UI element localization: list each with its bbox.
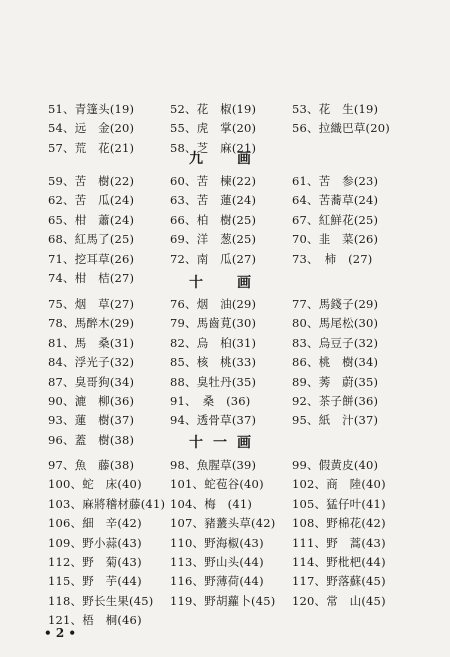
section-heading: 十一画 [189,435,261,451]
index-entry: 83、烏豆子(32) [292,335,379,350]
index-row [0,100,450,119]
index-entry: 118、野长生果(45) [48,593,154,608]
index-entry: 51、青篷头(19) [48,102,135,116]
index-row [0,592,450,611]
index-entry: 100、蛇 床(40) [48,477,142,492]
index-row [0,353,450,372]
index-entry: 119、野胡蘿卜(45) [170,593,276,608]
index-row [0,495,450,514]
index-entry: 92、茶子餅(36) [292,394,379,408]
index-entry: 89、莠 蔚(35) [292,374,379,389]
index-entry: 68、紅馬了(25) [48,232,135,247]
index-entry: 104、梅 (41) [170,496,253,511]
index-entry: 113、野山头(44) [170,555,264,569]
index-entry: 86、桃 樹(34) [292,355,379,370]
index-entry: 108、野棉花(42) [292,516,386,531]
index-entry: 78、馬醉木(29) [48,316,135,331]
index-entry: 101、蛇苞谷(40) [170,477,264,492]
index-entry: 57、荒 花(21) [48,140,135,155]
index-entry: 75、烟 草(27) [48,297,135,311]
index-entry: 117、野落蘇(45) [292,574,386,589]
index-row [0,373,450,392]
index-entry: 52、花 椒(19) [170,102,257,116]
index-entry: 103、麻將稽材藤(41) [48,496,166,511]
index-row [0,392,450,411]
index-entry: 61、苦 参(23) [292,174,379,188]
index-entry: 58、芝 麻(21) [170,140,257,155]
page-number: • 2 • [44,626,77,640]
index-entry: 112、野 菊(43) [48,555,142,569]
index-entry: 60、苦 楝(22) [170,174,257,188]
index-entry: 55、虎 掌(20) [170,121,257,136]
index-row [0,572,450,591]
section-heading: 九 画 [189,151,261,167]
index-entry: 66、柏 樹(25) [170,212,257,227]
index-row [0,411,450,430]
index-entry: 110、野海椒(43) [170,535,264,550]
index-entry: 53、花 生(19) [292,102,379,116]
index-entry: 88、臭牡丹(35) [170,374,257,389]
section-heading: 十 画 [189,275,261,291]
index-entry: 107、豬䕺头草(42) [170,516,276,531]
index-entry: 106、細 辛(42) [48,516,142,531]
index-row [0,230,450,249]
index-entry: 72、南 瓜(27) [170,251,257,266]
index-entry: 96、蓋 樹(38) [48,432,135,447]
index-entry: 63、苦 蓮(24) [170,193,257,208]
index-row [0,553,450,572]
index-entry: 79、馬齒莧(30) [170,316,257,331]
index-entry: 109、野小蒜(43) [48,535,142,550]
index-entry: 59、苦 樹(22) [48,174,135,188]
index-entry: 90、漉 柳(36) [48,394,135,408]
index-entry: 54、远 金(20) [48,121,135,136]
index-entry: 91、 桑 (36) [170,394,251,408]
index-entry: 85、核 桃(33) [170,355,257,370]
index-row [0,172,450,191]
index-row [0,250,450,269]
index-entry: 71、挖耳草(26) [48,251,135,266]
index-row [0,119,450,138]
index-entry: 98、魚腥草(39) [170,458,257,472]
index-entry: 87、臭哥狗(34) [48,374,135,389]
index-row [0,456,450,475]
index-entry: 80、馬尾松(30) [292,316,379,331]
index-row [0,191,450,210]
index-entry: 74、柑 桔(27) [48,271,135,285]
index-row [0,475,450,494]
index-row [0,211,450,230]
index-entry: 62、苦 瓜(24) [48,193,135,208]
index-entry: 95、紙 汁(37) [292,413,379,428]
index-entry: 111、野 蒿(43) [292,535,386,550]
index-entry: 105、猛仔叶(41) [292,496,386,511]
index-entry: 99、假黄皮(40) [292,458,379,472]
index-row [0,334,450,353]
index-entry: 76、烟 油(29) [170,297,257,311]
index-entry: 93、蓮 樹(37) [48,413,135,428]
index-row [0,295,450,314]
index-entry: 94、透骨草(37) [170,413,257,428]
index-entry: 77、馬錢子(29) [292,297,379,311]
index-entry: 69、洋 葱(25) [170,232,257,247]
index-entry: 116、野薄荷(44) [170,574,264,589]
index-entry: 56、拉織巴草(20) [292,121,390,136]
index-entry: 102、商 陸(40) [292,477,386,492]
index-entry: 81、馬 桑(31) [48,335,135,350]
index-entry: 97、魚 藤(38) [48,458,135,472]
index-row [0,314,450,333]
index-entry: 82、烏 桕(31) [170,335,257,350]
index-entry: 120、常 山(45) [292,593,386,608]
index-entry: 65、柑 蕭(24) [48,212,135,227]
index-entry: 114、野枇杷(44) [292,555,386,569]
index-row [0,514,450,533]
index-entry: 115、野 芋(44) [48,574,142,589]
index-row [0,534,450,553]
index-entry: 73、 柿 (27) [292,251,373,266]
index-entry: 64、苦蕎草(24) [292,193,379,208]
index-entry: 70、韭 菜(26) [292,232,379,247]
index-entry: 121、梧 桐(46) [48,613,142,628]
index-entry: 67、紅鮮花(25) [292,212,379,227]
index-entry: 84、浮光子(32) [48,355,135,370]
